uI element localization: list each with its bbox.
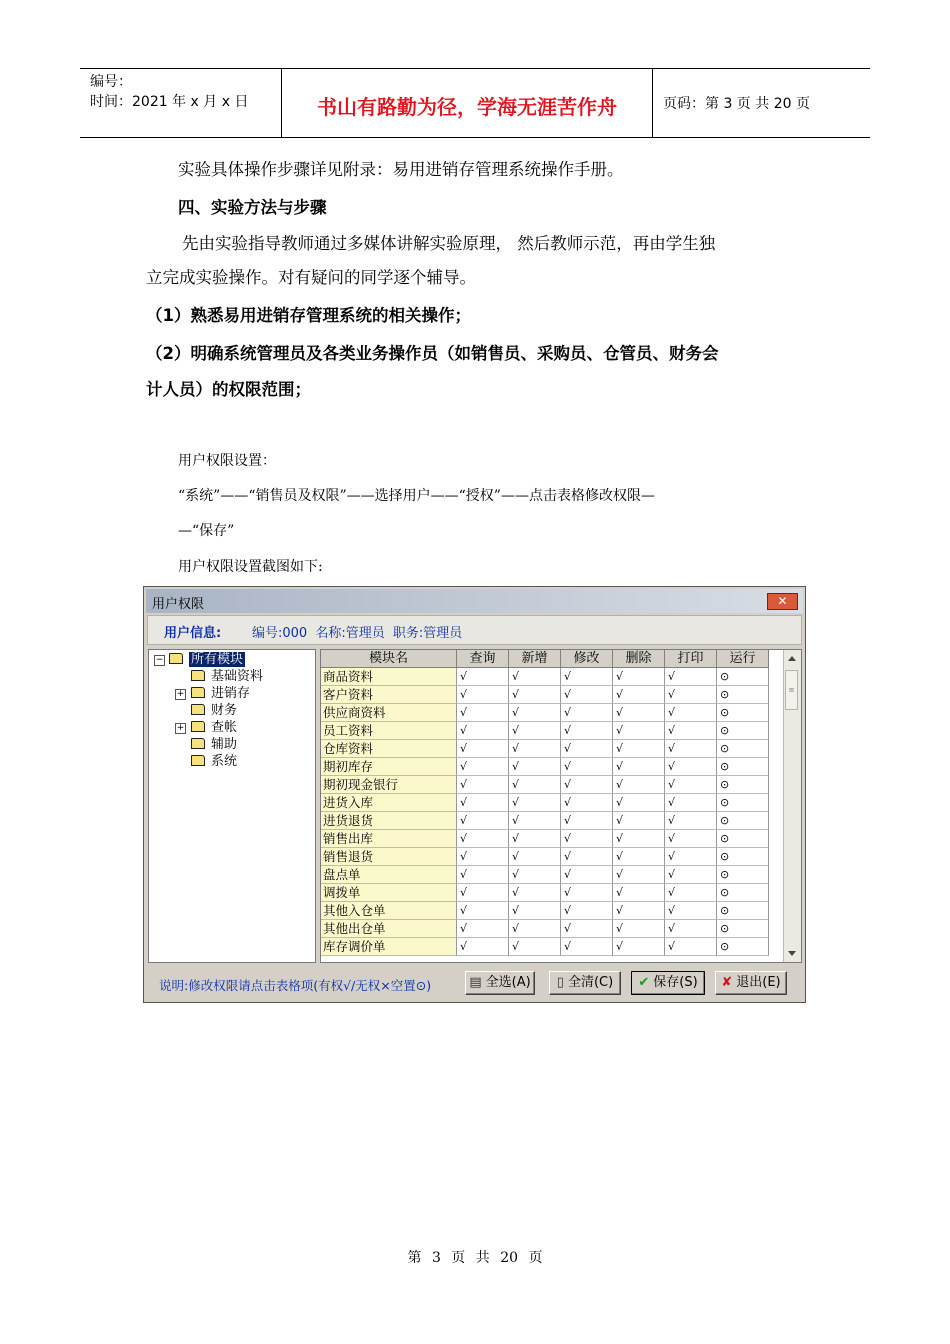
permission-cell[interactable]: √ [561, 776, 613, 794]
permission-cell[interactable]: √ [509, 938, 561, 956]
permission-cell[interactable]: √ [457, 866, 509, 884]
tree-item-audit[interactable] [191, 720, 237, 736]
save-label: 保存(S) [653, 975, 698, 990]
module-name-cell: 调拨单 [321, 884, 457, 902]
table-row [321, 866, 769, 884]
column-header: 打印 [665, 650, 717, 668]
module-name-cell: 仓库资料 [321, 740, 457, 758]
tree-item-label: 系统 [211, 754, 238, 769]
table-row [321, 758, 769, 776]
permission-cell[interactable]: √ [457, 920, 509, 938]
permission-cell[interactable]: √ [665, 794, 717, 812]
permission-cell[interactable]: ⊙ [717, 848, 769, 866]
module-name-cell: 期初库存 [321, 758, 457, 776]
module-name-cell: 盘点单 [321, 866, 457, 884]
select-all-button[interactable] [465, 971, 535, 995]
column-header: 模块名 [321, 650, 457, 668]
table-row [321, 884, 769, 902]
tree-item-label: 查帐 [211, 720, 238, 735]
window-titlebar[interactable] [146, 589, 803, 613]
select-all-label: 全选(A) [485, 975, 531, 990]
user-info-value: 编号:000 名称:管理员 职务:管理员 [252, 626, 463, 641]
permission-cell[interactable]: √ [613, 938, 665, 956]
permission-path-line1: “系统”——“销售员及权限”——选择用户——“授权”——点击表格修改权限— [178, 488, 655, 504]
permission-cell[interactable]: √ [665, 758, 717, 776]
table-row [321, 686, 769, 704]
permission-cell[interactable]: √ [665, 668, 717, 686]
permission-cell[interactable]: √ [561, 668, 613, 686]
permission-cell[interactable]: √ [457, 686, 509, 704]
tree-item-finance[interactable] [191, 703, 237, 719]
user-info-label: 用户信息: [164, 626, 222, 641]
permission-cell[interactable]: √ [561, 830, 613, 848]
folder-icon [191, 721, 205, 732]
user-permission-window [143, 586, 806, 1003]
table-row [321, 794, 769, 812]
permission-cell[interactable]: √ [613, 866, 665, 884]
permission-cell[interactable]: √ [561, 920, 613, 938]
permission-cell[interactable]: √ [561, 938, 613, 956]
expand-icon[interactable]: + [176, 723, 185, 733]
column-header: 修改 [561, 650, 613, 668]
permission-cell[interactable]: √ [561, 704, 613, 722]
permission-cell[interactable]: ⊙ [717, 740, 769, 758]
page-footer: 第 3 页 共 20 页 [407, 1250, 543, 1266]
step-2-line1: （2）明确系统管理员及各类业务操作员（如销售员、采购员、仓管员、财务会 [146, 344, 719, 363]
clear-all-label: 全清(C) [567, 975, 614, 990]
permission-cell[interactable]: ⊙ [717, 812, 769, 830]
number-label: 编号： [90, 74, 132, 90]
module-name-cell: 销售出库 [321, 830, 457, 848]
permission-cell[interactable]: ⊙ [717, 758, 769, 776]
scroll-down-icon[interactable] [788, 951, 796, 956]
permission-cell[interactable]: √ [561, 848, 613, 866]
permission-cell[interactable]: √ [457, 704, 509, 722]
module-name-cell: 其他入仓单 [321, 902, 457, 920]
permission-cell[interactable]: √ [509, 830, 561, 848]
step-2-line2: 计人员）的权限范围； [146, 380, 311, 399]
permission-cell[interactable]: √ [665, 848, 717, 866]
clear-all-button[interactable] [549, 971, 621, 995]
permission-cell[interactable]: √ [613, 794, 665, 812]
table-row [321, 830, 769, 848]
scroll-up-icon[interactable] [788, 656, 796, 661]
header-center-cell [282, 69, 653, 137]
permission-cell[interactable]: √ [457, 758, 509, 776]
permission-cell[interactable]: √ [613, 884, 665, 902]
module-name-cell: 商品资料 [321, 668, 457, 686]
permission-cell[interactable]: √ [509, 794, 561, 812]
user-info-bar [147, 615, 802, 645]
exit-label: 退出(E) [736, 975, 781, 990]
close-icon: ✘ [721, 975, 733, 990]
permission-cell[interactable]: √ [457, 812, 509, 830]
permission-cell[interactable]: √ [457, 776, 509, 794]
permission-cell[interactable]: √ [457, 740, 509, 758]
module-name-cell: 进货退货 [321, 812, 457, 830]
permission-cell[interactable]: √ [665, 938, 717, 956]
module-name-cell: 销售退货 [321, 848, 457, 866]
permission-grid [320, 649, 802, 963]
tree-item-auxiliary[interactable] [191, 737, 237, 753]
permission-title: 用户权限设置： [178, 453, 276, 469]
permission-cell[interactable]: √ [561, 884, 613, 902]
paragraph-appendix: 实验具体操作步骤详见附录：易用进销存管理系统操作手册。 [178, 160, 624, 179]
permission-cell[interactable]: √ [457, 830, 509, 848]
hint-text: 说明:修改权限请点击表格项(有权√/无权×空置⊙) [159, 978, 432, 993]
permission-cell[interactable]: √ [613, 740, 665, 758]
permission-cell[interactable]: √ [509, 722, 561, 740]
tree-root[interactable] [169, 652, 245, 668]
table-row [321, 776, 769, 794]
permission-cell[interactable]: √ [561, 758, 613, 776]
permission-cell[interactable]: √ [665, 722, 717, 740]
permission-cell[interactable]: √ [613, 848, 665, 866]
permission-cell[interactable]: √ [613, 722, 665, 740]
paragraph-method-line1: 先由实验指导教师通过多媒体讲解实验原理， 然后教师示范，再由学生独 [182, 234, 716, 253]
folder-icon [191, 755, 205, 766]
permission-cell[interactable]: √ [665, 776, 717, 794]
permission-cell[interactable]: ⊙ [717, 884, 769, 902]
permission-cell[interactable]: √ [665, 884, 717, 902]
copy-icon: ▤ [469, 975, 482, 990]
permission-cell[interactable]: √ [665, 812, 717, 830]
check-icon: ✔ [638, 975, 650, 990]
page-header [80, 68, 870, 138]
permission-cell[interactable]: √ [613, 668, 665, 686]
permission-cell[interactable]: ⊙ [717, 866, 769, 884]
permission-cell[interactable]: √ [561, 812, 613, 830]
permission-cell[interactable]: ⊙ [717, 686, 769, 704]
permission-cell[interactable]: √ [561, 722, 613, 740]
table-row [321, 704, 769, 722]
permission-cell[interactable]: √ [665, 902, 717, 920]
tree-item-inventory[interactable] [191, 686, 250, 702]
tree-item-system[interactable] [191, 754, 237, 770]
permission-cell[interactable]: √ [613, 920, 665, 938]
window-title: 用户权限 [152, 597, 205, 612]
permission-cell[interactable]: √ [509, 884, 561, 902]
permission-cell[interactable]: √ [613, 902, 665, 920]
permission-cell[interactable]: √ [509, 686, 561, 704]
permission-cell[interactable]: √ [457, 938, 509, 956]
permission-cell[interactable]: √ [561, 794, 613, 812]
permission-cell[interactable]: ⊙ [717, 938, 769, 956]
permission-cell[interactable]: √ [509, 740, 561, 758]
motto: 书山有路勤为径，学海无涯苦作舟 [317, 95, 617, 119]
module-name-cell: 员工资料 [321, 722, 457, 740]
bottom-bar [147, 967, 802, 999]
table-row [321, 722, 769, 740]
tree-item-label: 基础资料 [211, 669, 264, 684]
permission-cell[interactable]: √ [457, 722, 509, 740]
page-info: 页码：第 3 页 共 20 页 [663, 96, 810, 112]
folder-icon [191, 704, 205, 715]
save-button[interactable] [631, 971, 705, 995]
permission-cell[interactable]: √ [665, 920, 717, 938]
document-icon: ▯ [556, 975, 564, 990]
exit-button[interactable] [715, 971, 787, 995]
module-name-cell: 期初现金银行 [321, 776, 457, 794]
permission-cell[interactable]: √ [561, 686, 613, 704]
header-right-cell [653, 69, 870, 137]
module-tree [148, 649, 316, 963]
permission-cell[interactable]: √ [509, 902, 561, 920]
tree-item-label: 进销存 [211, 686, 251, 701]
permission-cell[interactable]: ⊙ [717, 668, 769, 686]
permission-cell[interactable]: √ [457, 902, 509, 920]
step-1: （1）熟悉易用进销存管理系统的相关操作； [146, 306, 471, 325]
module-name-cell: 库存调价单 [321, 938, 457, 956]
table-row [321, 848, 769, 866]
table-row [321, 920, 769, 938]
scroll-thumb[interactable]: ≡ [785, 670, 798, 710]
permission-cell[interactable]: √ [665, 740, 717, 758]
time-label: 时间：2021 年 x 月 x 日 [90, 94, 249, 110]
permission-cell[interactable]: √ [509, 848, 561, 866]
permission-cell[interactable]: √ [665, 830, 717, 848]
permission-cell[interactable]: √ [561, 866, 613, 884]
folder-icon [191, 670, 205, 681]
permission-cell[interactable]: √ [665, 686, 717, 704]
header-left-cell [80, 69, 282, 137]
permission-path-line2: —“保存” [178, 523, 235, 539]
permission-cell[interactable]: ⊙ [717, 722, 769, 740]
permission-cell[interactable]: ⊙ [717, 902, 769, 920]
permission-cell[interactable]: √ [457, 884, 509, 902]
permission-cell[interactable]: √ [561, 740, 613, 758]
expand-icon[interactable]: + [176, 689, 185, 699]
permission-cell[interactable]: √ [509, 776, 561, 794]
column-header: 查询 [457, 650, 509, 668]
permission-cell[interactable]: ⊙ [717, 920, 769, 938]
permission-cell[interactable]: √ [457, 668, 509, 686]
table-row [321, 812, 769, 830]
permission-cell[interactable]: √ [665, 866, 717, 884]
permission-cell[interactable]: √ [457, 794, 509, 812]
permission-cell[interactable]: √ [561, 902, 613, 920]
tree-item-label: 辅助 [211, 737, 238, 752]
permission-cell[interactable]: √ [509, 704, 561, 722]
folder-icon [169, 653, 183, 664]
tree-item-label: 财务 [211, 703, 238, 718]
close-button[interactable]: ✕ [767, 593, 798, 610]
permission-cell[interactable]: √ [613, 776, 665, 794]
permission-cell[interactable]: √ [613, 830, 665, 848]
permission-cell[interactable]: √ [613, 704, 665, 722]
permission-cell[interactable]: √ [613, 812, 665, 830]
module-name-cell: 客户资料 [321, 686, 457, 704]
table-row [321, 938, 769, 956]
table-row [321, 668, 769, 686]
permission-cell[interactable]: ⊙ [717, 794, 769, 812]
module-name-cell: 供应商资料 [321, 704, 457, 722]
section-heading: 四、实验方法与步骤 [178, 198, 327, 217]
permission-cell[interactable]: √ [509, 758, 561, 776]
permission-cell[interactable]: √ [509, 668, 561, 686]
permission-cell[interactable]: √ [613, 758, 665, 776]
table-row [321, 740, 769, 758]
permission-cell[interactable]: ⊙ [717, 776, 769, 794]
permission-cell[interactable]: √ [613, 686, 665, 704]
module-name-cell: 进货入库 [321, 794, 457, 812]
permission-cell[interactable]: √ [509, 920, 561, 938]
tree-root-label: 所有模块 [191, 652, 244, 667]
folder-icon [191, 738, 205, 749]
column-header: 删除 [613, 650, 665, 668]
screenshot-caption: 用户权限设置截图如下: [178, 559, 323, 575]
grid-scrollbar[interactable] [783, 650, 801, 962]
permission-cell[interactable]: √ [665, 704, 717, 722]
permission-cell[interactable]: √ [509, 812, 561, 830]
table-row [321, 902, 769, 920]
folder-icon [191, 687, 205, 698]
permission-cell[interactable]: ⊙ [717, 704, 769, 722]
collapse-icon[interactable]: − [155, 655, 164, 665]
column-header: 新增 [509, 650, 561, 668]
permission-cell[interactable]: √ [509, 866, 561, 884]
tree-item-basic[interactable] [191, 669, 263, 685]
column-header: 运行 [717, 650, 769, 668]
module-name-cell: 其他出仓单 [321, 920, 457, 938]
permission-cell[interactable]: √ [457, 848, 509, 866]
paragraph-method-line2: 立完成实验操作。对有疑问的同学逐个辅导。 [146, 268, 476, 287]
permission-cell[interactable]: ⊙ [717, 830, 769, 848]
